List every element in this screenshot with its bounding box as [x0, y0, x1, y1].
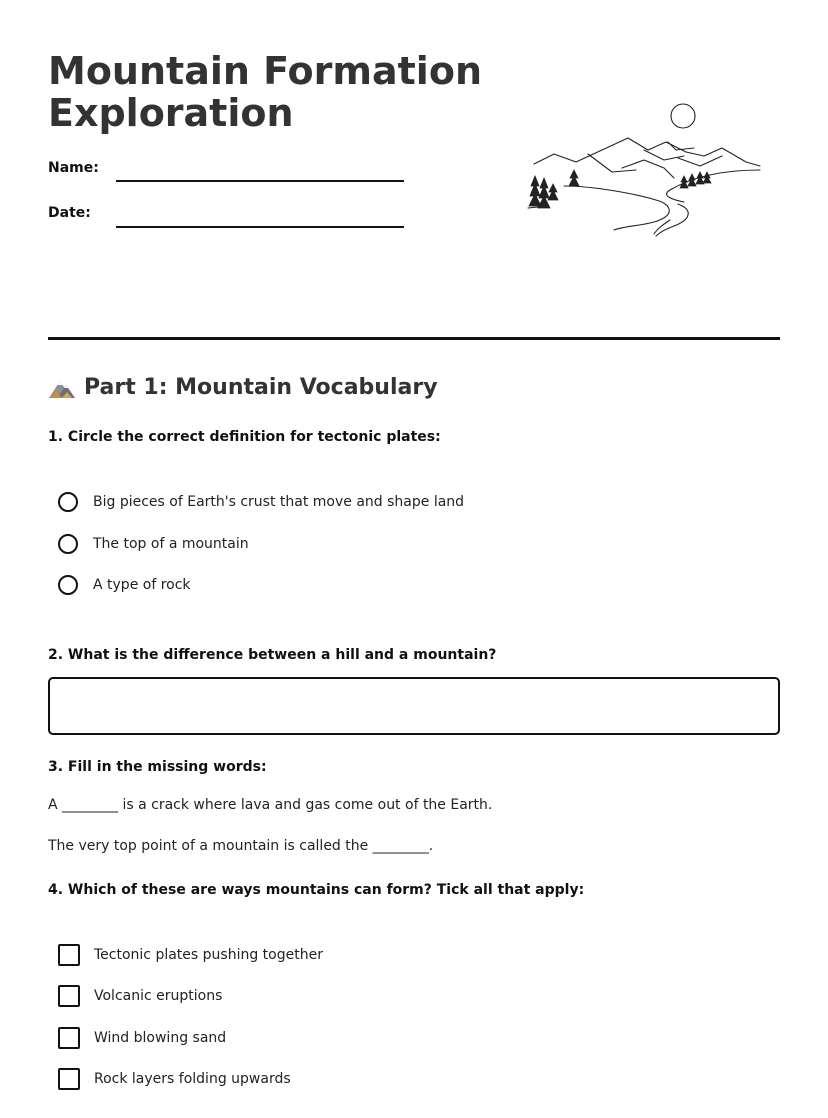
part1-title: Part 1: Mountain Vocabulary [84, 375, 438, 400]
q1-option-1[interactable] [58, 492, 464, 512]
q3-sentence-1: A ________ is a crack where lava and gas come out of the Earth. [48, 797, 493, 813]
worksheet-title [48, 50, 482, 134]
option-label: Tectonic plates pushing together [94, 947, 323, 963]
q3-sentence-2: The very top point of a mountain is called the ________. [48, 838, 434, 854]
checkbox[interactable] [58, 944, 80, 966]
question-2-text: 2. What is the difference between a hill and a mountain? [48, 647, 497, 663]
option-label: Rock layers folding upwards [94, 1071, 291, 1087]
date-field[interactable] [116, 226, 404, 228]
q1-option-2[interactable] [58, 534, 249, 554]
option-label: Big pieces of Earth's crust that move and shape land [93, 494, 465, 510]
option-label: The top of a mountain [93, 536, 249, 552]
checkbox[interactable] [58, 985, 80, 1007]
radio-button[interactable] [58, 575, 78, 595]
checkbox[interactable] [58, 1027, 80, 1049]
mountain-landscape-illustration [524, 98, 764, 243]
question-1-text: 1. Circle the correct definition for tectonic plates: [48, 429, 441, 445]
q4-option-1[interactable] [58, 944, 323, 966]
question-3-text: 3. Fill in the missing words: [48, 759, 267, 775]
checkbox[interactable] [58, 1068, 80, 1090]
date-label: Date: [48, 205, 91, 221]
option-label: Volcanic eruptions [94, 988, 223, 1004]
q4-option-2[interactable] [58, 985, 222, 1007]
part1-heading [48, 375, 438, 400]
title-line-2: Exploration [48, 91, 294, 135]
q4-option-4[interactable] [58, 1068, 291, 1090]
option-label: Wind blowing sand [94, 1030, 227, 1046]
mountain-icon [48, 376, 76, 400]
name-label: Name: [48, 160, 99, 176]
q2-answer-box[interactable] [48, 677, 780, 735]
section-divider [48, 337, 780, 340]
q1-option-3[interactable] [58, 575, 191, 595]
question-4-text: 4. Which of these are ways mountains can form? Tick all that apply: [48, 882, 585, 898]
name-field[interactable] [116, 180, 404, 182]
radio-button[interactable] [58, 492, 78, 512]
q4-option-3[interactable] [58, 1027, 226, 1049]
title-line-1: Mountain Formation [48, 49, 482, 93]
radio-button[interactable] [58, 534, 78, 554]
option-label: A type of rock [93, 577, 191, 593]
